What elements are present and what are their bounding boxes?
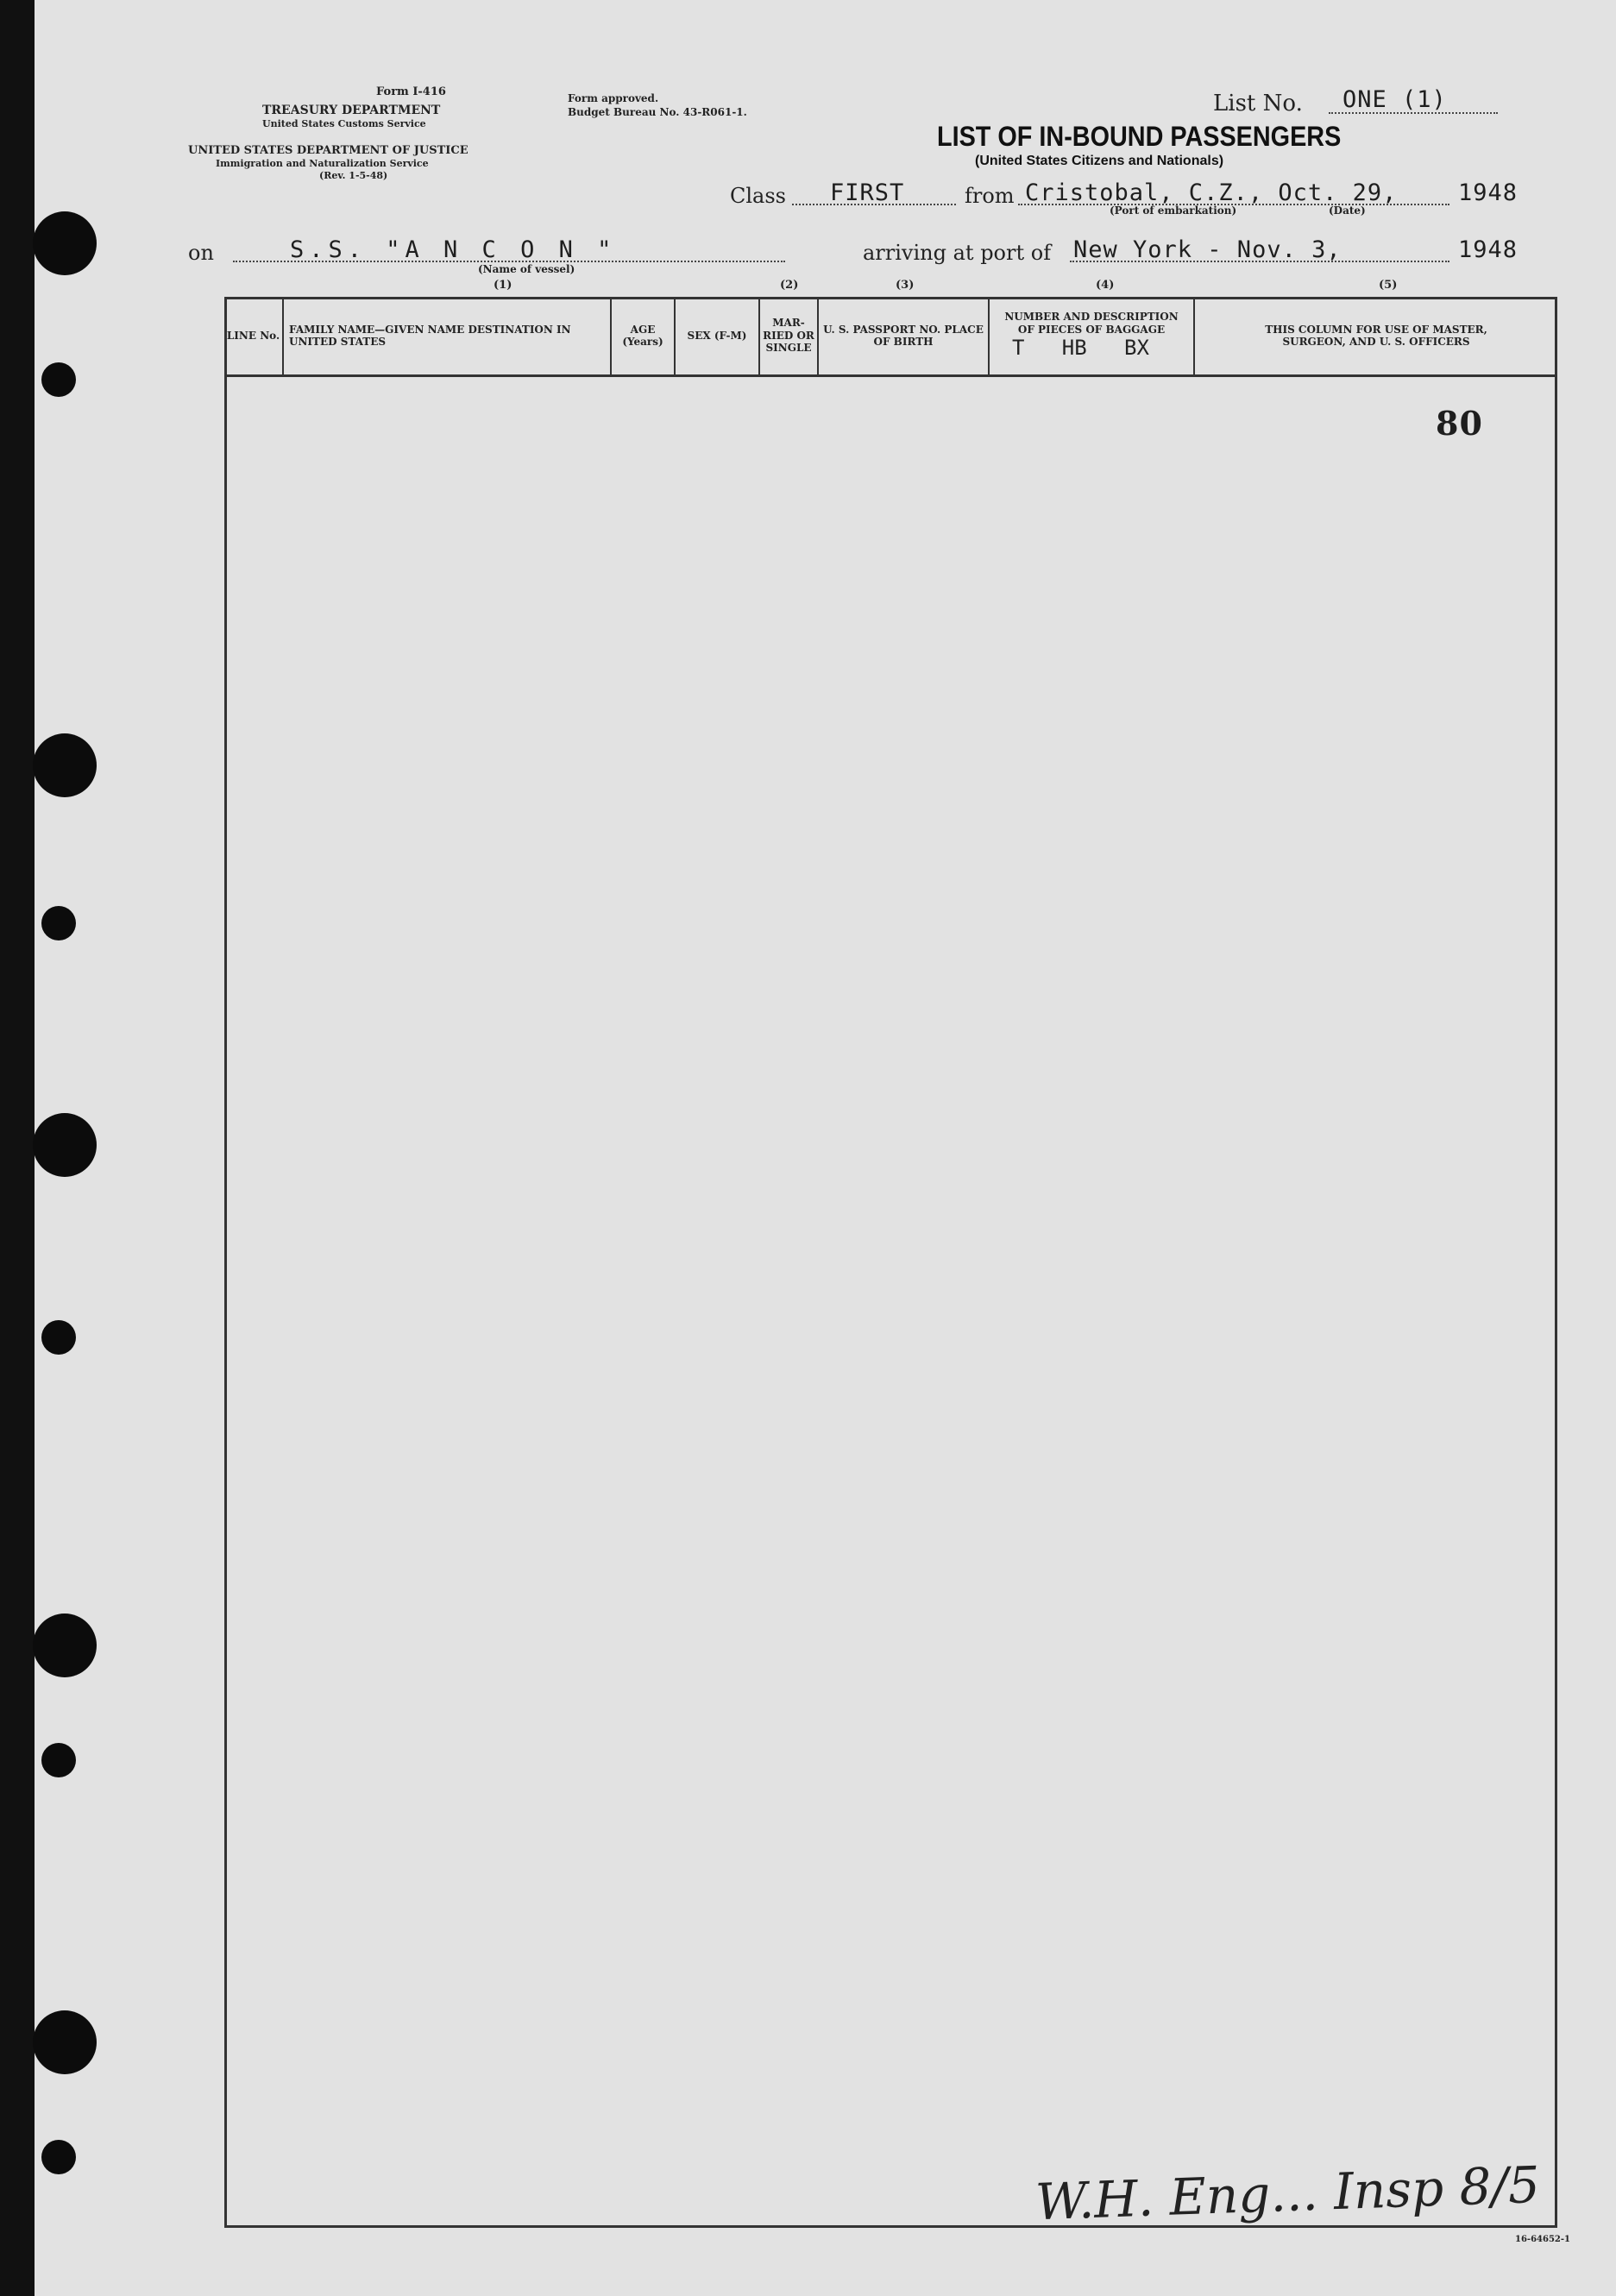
punch-hole xyxy=(41,2140,76,2174)
list-no-value: ONE (1) xyxy=(1342,86,1447,113)
arriving-value: New York - Nov. 3, xyxy=(1073,236,1342,263)
punch-hole xyxy=(41,1320,76,1355)
vessel-underline xyxy=(233,261,785,262)
punch-hole xyxy=(33,2010,97,2074)
col-num-4: (4) xyxy=(1096,279,1115,292)
table-frame xyxy=(224,297,1557,2228)
col-header-officers: THIS COLUMN FOR USE OF MASTER, SURGEON, AND U. S. OFFICERS xyxy=(1194,297,1557,376)
col-header-baggage xyxy=(989,297,1194,376)
dept-justice: UNITED STATES DEPARTMENT OF JUSTICE xyxy=(188,144,468,157)
date-caption: (Date) xyxy=(1329,204,1366,217)
inspector-signature: W.H. Eng... Insp 8/5 xyxy=(1034,2154,1541,2232)
col-header-sex: SEX (F-M) xyxy=(675,297,759,376)
page-mark: 80 xyxy=(1436,404,1483,443)
port-caption: (Port of embarkation) xyxy=(1110,204,1237,217)
form-subtitle: (United States Citizens and Nationals) xyxy=(975,154,1224,168)
col-header-name: FAMILY NAME—GIVEN NAME DESTINATION IN UNITED STATES xyxy=(283,297,611,376)
punch-hole xyxy=(33,1113,97,1177)
class-value: FIRST xyxy=(830,179,905,206)
form-approved: Form approved. xyxy=(568,92,659,104)
arriving-underline xyxy=(1070,261,1449,262)
punch-hole xyxy=(33,1613,97,1677)
col-header-baggage-sub: T HB BX xyxy=(1012,335,1149,360)
form-number: Form I-416 xyxy=(376,85,446,98)
col-num-3: (3) xyxy=(896,279,915,292)
vessel-value: S.S. "A N C O N " xyxy=(290,236,617,263)
budget-bureau: Budget Bureau No. 43-R061-1. xyxy=(568,106,747,118)
col-header-married: MAR-RIED OR SINGLE xyxy=(759,297,818,376)
list-no-label: List No. xyxy=(1213,91,1303,116)
ins-service: Immigration and Naturalization Service xyxy=(216,158,429,169)
punch-hole xyxy=(41,906,76,940)
punch-hole xyxy=(33,733,97,797)
col-header-baggage-label: NUMBER AND DESCRIPTION OF PIECES OF BAGGAGE xyxy=(1004,311,1179,336)
vessel-caption: (Name of vessel) xyxy=(478,263,575,275)
col-header-age: AGE (Years) xyxy=(611,297,675,376)
list-no-underline xyxy=(1329,112,1498,114)
punch-hole xyxy=(33,211,97,275)
class-label: Class xyxy=(730,184,786,208)
form-revision: (Rev. 1-5-48) xyxy=(319,170,388,181)
punch-hole xyxy=(41,1743,76,1777)
arriving-year: 1948 xyxy=(1458,236,1519,263)
col-num-5: (5) xyxy=(1379,279,1398,292)
dept-treasury: TREASURY DEPARTMENT xyxy=(262,104,441,117)
passenger-table xyxy=(224,297,1557,377)
arriving-label: arriving at port of xyxy=(863,241,1052,265)
from-value: Cristobal, C.Z., Oct. 29, xyxy=(1025,179,1398,206)
footer-code: 16-64652-1 xyxy=(1515,2235,1570,2244)
col-num-2: (2) xyxy=(780,279,799,292)
from-label: from xyxy=(965,184,1015,208)
form-title: LIST OF IN-BOUND PASSENGERS xyxy=(937,121,1342,152)
col-header-line: LINE No. xyxy=(224,297,283,376)
class-underline xyxy=(792,204,956,205)
document-page xyxy=(35,0,1616,2296)
col-num-1: (1) xyxy=(494,279,512,292)
table-header-row xyxy=(224,297,1557,376)
col-header-passport: U. S. PASSPORT NO. PLACE OF BIRTH xyxy=(818,297,989,376)
from-year: 1948 xyxy=(1458,179,1519,206)
on-label: on xyxy=(188,241,214,265)
punch-hole xyxy=(41,362,76,397)
dept-treasury-sub: United States Customs Service xyxy=(262,118,426,129)
